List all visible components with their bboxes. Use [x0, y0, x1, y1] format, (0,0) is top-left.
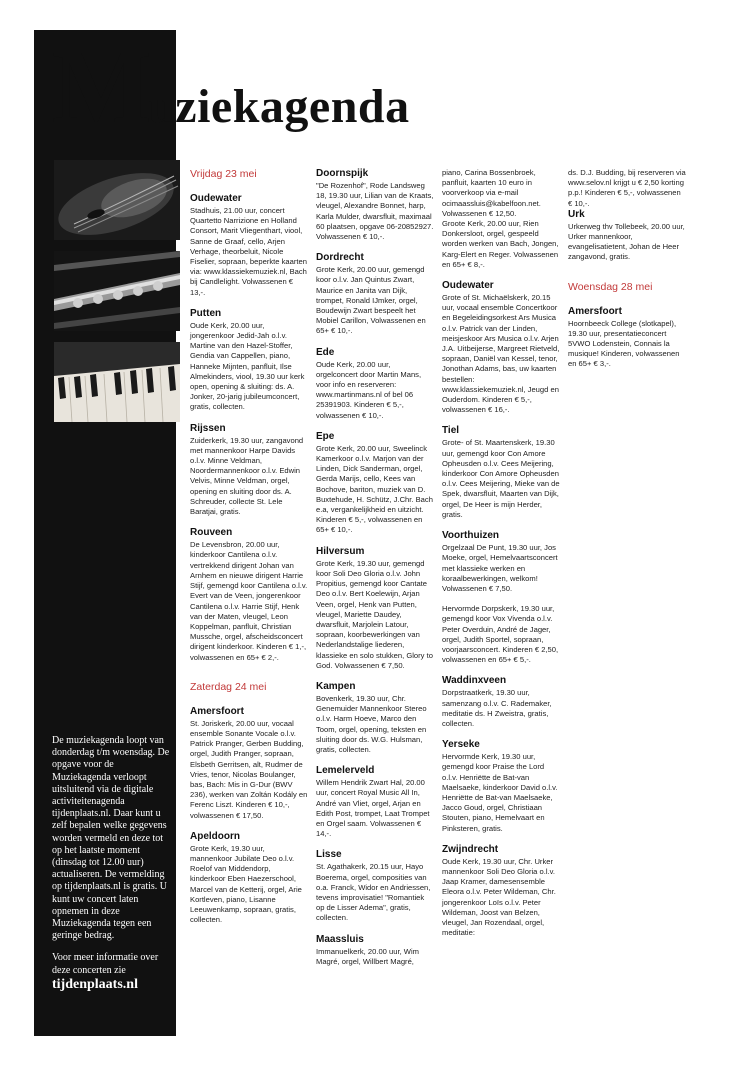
entry-city: Tiel — [442, 425, 460, 437]
agenda-entry — [442, 739, 560, 834]
agenda-entry — [316, 765, 434, 839]
entry-text: Grote Kerk, 19.30 uur, gemengd koor Soli Deo Gloria o.l.v. John Propitius, gemengd koor Cantate Deo o.l.v. Bert Koelewijn, Arjan Veen, orgel, Henk van Putten, vleugel, Mariette Daudey, dwarsfluit, Marjolein Latour, sopraan, koorbewerkingen van Nederlandstalige liederen, klassieke en solo stukken, Glory to God. Volwassenen € 7,50. — [316, 558, 433, 670]
agenda-column-3 — [442, 168, 560, 948]
date-heading: Woensdag 28 mei — [568, 280, 653, 293]
entry-continuation: ds. D.J. Budding, bij reserveren via www.selov.nl krijgt u € 2,50 korting p.p.! Kinderen € 5,-, volwassenen € 10,-. — [568, 168, 686, 208]
entry-city: Rijssen — [190, 422, 226, 434]
agenda-entry — [190, 527, 308, 662]
agenda-entry — [316, 168, 434, 242]
agenda-entry — [568, 306, 686, 370]
agenda-entry — [316, 849, 434, 923]
page-title — [52, 28, 410, 145]
entry-text: Grote- of St. Maartenskerk, 19.30 uur, gemengd koor Con Amore Opheusden o.l.v. Cees Meijering, kinderkoor Con Amore Opheusden o.l.v. Cees Meijering, Mieke van de Spek, dwarsfluit, Maarten van Dijk, orgel, De Heer is mijn Herder, gratis. — [442, 438, 560, 519]
title-rest: uziekagenda — [148, 80, 410, 133]
entry-city: Waddinxveen — [442, 675, 507, 687]
agenda-column-1 — [190, 168, 308, 935]
entry-city: Dordrecht — [316, 252, 364, 264]
entry-city: Ede — [316, 346, 335, 358]
entry-city: Lemelerveld — [316, 765, 375, 777]
agenda-entry — [316, 252, 434, 336]
sidebar-info — [52, 735, 170, 993]
entry-text: Oude Kerk, 20.00 uur, orgelconcert door Martin Mans, voor info en reserveren: www.martinmans.nl of bel 06 25391903. Kinderen € 5,-, volwassenen € 10,-. — [316, 359, 422, 420]
entry-city: Amersfoort — [190, 705, 244, 717]
entry-city: Doornspijk — [316, 168, 369, 179]
entry-text: Oude Kerk, 20.00 uur, jongerenkoor Jedid-Jah o.l.v. Martine van den Hazel-Stoffer, Gendia van Cappellen, piano, Hanneke Mijnten, panfluit, Ilse Almekinders, viool, 19.30 uur kerk open, opening & sluiting: ds. A. Jonker, 20-jarig jubileumconcert, gratis, collecten. — [190, 320, 305, 412]
agenda-entry — [316, 347, 434, 421]
flute-photo — [54, 251, 180, 331]
entry-city: Oudewater — [442, 280, 494, 292]
entry-city: Zwijndrecht — [442, 843, 499, 855]
entry-text: Grote Kerk, 20.00 uur, gemengd koor o.l.v. Jan Quintus Zwart, Maurice en Janita van Dijk, trompet, Ronald IJmker, orgel, Boudewijn Zwart bespeelt het Mobiel Carillon, Volwassenen en 65+ € 10,-. — [316, 265, 426, 336]
entry-city: Yerseke — [442, 739, 480, 751]
entry-text: Hervormde Kerk, 19.30 uur, gemengd koor Praise the Lord o.l.v. Henriëtte de Bat-van Maelsaeke, kinderkoor David o.l.v. Henriëtte de Bat-van Maelsaeke, Jacco Goud, orgel, Christiaan Stouten, piano, Hemelvaart en Pinksteren, gratis. — [442, 752, 558, 833]
entry-text: Grote Kerk, 20.00 uur, Sweelinck Kamerkoor o.l.v. Marjon van der Linden, Dick Sanderman, orgel, Gerda Marijs, cello, Kees van Bochove, bariton, muziek van D. Buxtehude, H. Schütz, J.Chr. Bach e.a, vergankelijkheid en uitzicht. Kinderen € 5,-, volwassenen en 65+ € 10,-. — [316, 443, 433, 535]
agenda-entry — [442, 604, 560, 665]
entry-text: Hoornbeeck College (slotkapel), 19.30 uur, presentatieconcert 5VWO Lodenstein, Connais la musique! Kinderen, volwassenen en 65+ € 3,-. — [568, 318, 680, 369]
entry-text: Orgelzaal De Punt, 19.30 uur, Jos Moeke, orgel, Hemelvaartsconcert met klassieke werken en koraalbewerkingen, welkom! Volwassenen € 7,50. — [442, 543, 558, 593]
entry-text: Hervormde Dorpskerk, 19.30 uur, gemengd koor Vox Vivenda o.l.v. Peter Overduin, André de Jager, orgel, Judith Sportel, sopraan, voorjaarsconcert. Kinderen € 2,50, volwassenen en 65+ € 5,-. — [442, 604, 559, 665]
agenda-entry — [190, 308, 308, 413]
agenda-entry — [190, 193, 308, 298]
agenda-column-4 — [568, 168, 686, 380]
entry-text: Stadhuis, 21.00 uur, concert Quartetto Narrizione en Holland Consort, Marit Vliegenthart, viool, Sanne de Graaf, cello, Arjen Verhage, theorbeluit, Nicole Fiselier, sopraan, beperkte kaarten via: www.klassiekemuziek.nl, Bach bij Candlelight. Volwassenen € 13,-. — [190, 206, 307, 297]
entry-text: St. Agathakerk, 20.15 uur, Hayo Boerema, orgel, composities van o.a. Franck, Widor en Andriessen, tevens improvisatie! "Romantiek op de Lisser Adema", gratis, collecten. — [316, 862, 431, 923]
entry-city: Putten — [190, 307, 222, 319]
date-heading: Vrijdag 23 mei — [190, 168, 257, 180]
entry-city: Rouveen — [190, 527, 233, 539]
agenda-entry — [442, 425, 560, 520]
agenda-entry — [442, 844, 560, 939]
agenda-entry — [442, 219, 560, 270]
agenda-entry — [442, 675, 560, 729]
entry-city: Kampen — [316, 680, 356, 692]
violin-photo — [54, 160, 180, 240]
entry-city: Amersfoort — [568, 305, 622, 317]
entry-city: Urk — [568, 208, 585, 220]
photo-strip — [54, 160, 180, 433]
agenda-entry — [442, 530, 560, 594]
entry-city: Voorthuizen — [442, 530, 500, 542]
entry-city: Apeldoorn — [190, 830, 240, 842]
entry-city: Maassluis — [316, 933, 364, 945]
date-heading: Zaterdag 24 mei — [190, 680, 267, 693]
entry-city: Hilversum — [316, 545, 365, 557]
entry-text: Urkerweg thv Tollebeek, 20.00 uur, Urker mannenkoor, evangelisatietent, Johan de Heer zangavond, gratis. — [568, 221, 685, 262]
agenda-entry — [190, 706, 308, 821]
sidebar-more-info: Voor meer informatie over deze concerten zie — [52, 952, 159, 976]
entry-text: "De Rozenhof", Rode Landsweg 18, 19.30 uur, Lilian van de Kraats, vleugel, Alexandre Bonnet, harp, Karla Mulder, dwarsfluit, maximaal 60 plaatsen, opgave 06-20852927. Volwassenen € 10,-. — [316, 181, 434, 242]
agenda-entry — [316, 546, 434, 671]
sidebar-paragraph: De muziekagenda loopt van donderdag t/m woensdag. De opgave voor de Muziekagenda verloopt uitsluitend via de digitale activiteitenagenda tijdenplaats.nl. Daar kunt u zelf bepalen welke gegevens worden vermeld en deze tot op het laatste moment (dinsdag tot 12.00 uur) actualiseren. De vermelding op tijdenplaats.nl is gratis. U kunt uw concert laten opnemen in deze Muziekagenda tegen een geringe bedrag. — [52, 735, 170, 942]
entry-text: Oude Kerk, 19.30 uur, Chr. Urker mannenkoor Soli Deo Gloria o.l.v. Jaap Kramer, damesensemble Eleora o.l.v. Peter Wildeman, Chr. jongerenkoor Loïs o.l.v. Peter Wildeman, Joost van Belzen, vleugel, Jan Rozendaal, orgel, meditatie: — [442, 856, 556, 938]
entry-text: De Levensbron, 20.00 uur, kinderkoor Cantilena o.l.v. vertrekkend dirigent Johan van Arnhem en nieuwe dirigent Harrie Stijf, gemengd koor Cantilena o.l.v. Evert van de Veen, jongerenkoor Cantilena o.l.v. Harrie Stijf, Henk van der Maten, vleugel, Leon Koppelman, panfluit, Christian Mussche, orgel, afscheidsconcert dirigent kinderkoor. Kinderen € 1,-, volwassenen en 65+ € 2,-. — [190, 540, 308, 662]
agenda-entry — [316, 431, 434, 536]
entry-text: Willem Hendrik Zwart Hal, 20.00 uur, concert Royal Music All In, André van Vliet, orgel, Arjan en Edith Post, trompet, Laat Trompet en Orgel saam. Volwassenen € 14,-. — [316, 778, 430, 839]
piano-photo — [54, 342, 180, 422]
entry-text: Grote of St. Michaëlskerk, 20.15 uur, vocaal ensemble Concertkoor en Begeleidingsorkest Ars Musica o.l.v. Patrick van der Linden, meisjeskoor Ars Musica o.l.v. Arjen J.A. Uitbeijerse, Margreet Rietveld, sopraan, Daniël van Kessel, tenor, Jonothan Adams, bas, uw kaarten bestellen: www.klassiekemuziek.nl, Jeugd en Ouderdom. Kinderen € 5,-, volwassenen € 16,-. — [442, 293, 560, 415]
entry-text: Dorpstraatkerk, 19.30 uur, samenzang o.l.v. C. Rademaker, meditatie ds. H Zweistra, gratis, collecten. — [442, 688, 552, 728]
entry-city: Epe — [316, 430, 335, 442]
agenda-entry — [316, 681, 434, 755]
entry-text: Immanuelkerk, 20.00 uur, Wim Magré, orgel, Willbert Magré, — [316, 946, 419, 966]
entry-text: Zuiderkerk, 19.30 uur, zangavond met mannenkoor Harpe Davids o.l.v. Minne Veldman, Noordermannenkoor o.l.v. Edwin Velvis, Minne Veldman, orgel, opening en sluiting door ds. A. Schreuder, collecte St. Lele Baratjai, gratis. — [190, 435, 304, 517]
agenda-entry — [190, 831, 308, 926]
agenda-entry — [442, 280, 560, 415]
entry-text: Grote Kerk, 19.30 uur, mannenkoor Jubilate Deo o.l.v. Roelof van Middendorp, kinderkoor Eben Haezerschool, Marcel van de Ketterij, orgel, Arie Kortleven, piano, Lisanne Leeuwenkamp, sopraan, gratis, collecten. — [190, 843, 302, 925]
tijdenplaats-link[interactable]: tijdenplaats.nl — [52, 976, 138, 992]
agenda-entry — [316, 934, 434, 967]
agenda-entry — [568, 209, 686, 263]
entry-city: Oudewater — [190, 193, 242, 204]
entry-text: Bovenkerk, 19.30 uur, Chr. Genemuider Mannenkoor Stereo o.l.v. Harm Hoeve, Marco den Toom, orgel, opening, teksten en sluiting door ds. W.G. Hulsman, gratis, collecten. — [316, 693, 427, 754]
title-initial: M — [52, 28, 151, 145]
agenda-column-2 — [316, 168, 434, 977]
entry-text: Groote Kerk, 20.00 uur, Rien Donkersloot, orgel, gespeeld worden werken van Bach, Jongen, Karg-Elert en Reger. Volwassenen en 65+ € 8,-. — [442, 219, 559, 269]
entry-city: Lisse — [316, 849, 342, 861]
entry-continuation: piano, Carina Bossenbroek, panfluit, kaarten 10 euro in voorverkoop via e-mail ocimaassluis@kabelfoon.net. Volwassenen € 12,50. — [442, 168, 541, 218]
entry-text: St. Joriskerk, 20.00 uur, vocaal ensemble Sonante Vocale o.l.v. Patrick Pranger, Gerben Budding, orgel, Judith Pranger, sopraan, Elsbeth Gerritsen, alt, Rudmer de Vries, tenor, Nicolas Boulanger, bas, Bach: Mis in G-Dur (BWV 236), werken van Zoltán Kodály en Ferenc Liszt. Kinderen € 10,-, volwassenen € 17,50. — [190, 718, 308, 820]
agenda-entry — [190, 423, 308, 518]
